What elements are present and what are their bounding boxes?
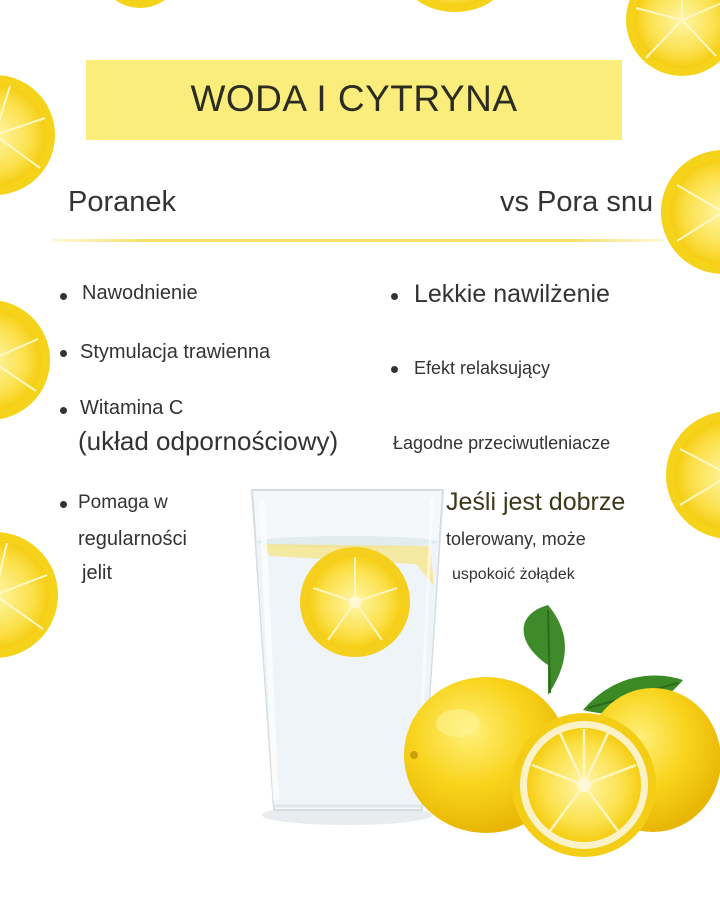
lemon-slice-right-2 bbox=[660, 405, 720, 545]
right-item-1: Lekkie nawilżenie bbox=[414, 280, 610, 308]
lemon-slice-left-1 bbox=[0, 68, 60, 203]
header-divider bbox=[52, 239, 664, 242]
lemon-slice-right-1 bbox=[655, 145, 720, 280]
right-item-4-line3: uspokoić żołądek bbox=[452, 566, 575, 583]
left-item-1: Nawodnienie bbox=[82, 282, 198, 304]
bullet-icon bbox=[60, 407, 67, 414]
bullet-icon bbox=[60, 350, 67, 357]
bullet-icon bbox=[60, 501, 67, 508]
page-title: WODA I CYTRYNA bbox=[190, 78, 518, 119]
right-item-2: Efekt relaksujący bbox=[414, 358, 551, 378]
left-item-4-line2: regularności bbox=[78, 528, 187, 550]
lemons-illustration bbox=[398, 605, 720, 865]
right-item-4-line2: tolerowany, może bbox=[446, 529, 586, 549]
lemon-slice-left-2 bbox=[0, 295, 55, 425]
right-item-3: Łagodne przeciwutleniacze bbox=[393, 433, 611, 453]
bullet-icon bbox=[60, 293, 67, 300]
lemon-slice-left-3 bbox=[0, 525, 65, 665]
right-item-4-line1: Jeśli jest dobrze bbox=[446, 488, 626, 516]
bedtime-heading: vs Pora snu bbox=[500, 186, 654, 218]
left-item-3-line1: Witamina C bbox=[80, 397, 184, 419]
lemon-slice-top-mid bbox=[400, 0, 510, 15]
bullet-icon bbox=[391, 293, 398, 300]
morning-heading: Poranek bbox=[68, 186, 177, 218]
lemon-slice-top-left bbox=[95, 0, 185, 10]
left-item-3-line2: (układ odpornościowy) bbox=[78, 426, 339, 456]
bullet-icon bbox=[391, 366, 398, 373]
left-item-4-line1: Pomaga w bbox=[78, 492, 168, 513]
left-item-2: Stymulacja trawienna bbox=[80, 341, 271, 363]
lemon-slice-top-right bbox=[612, 0, 720, 80]
left-item-4-line3: jelit bbox=[82, 562, 113, 584]
